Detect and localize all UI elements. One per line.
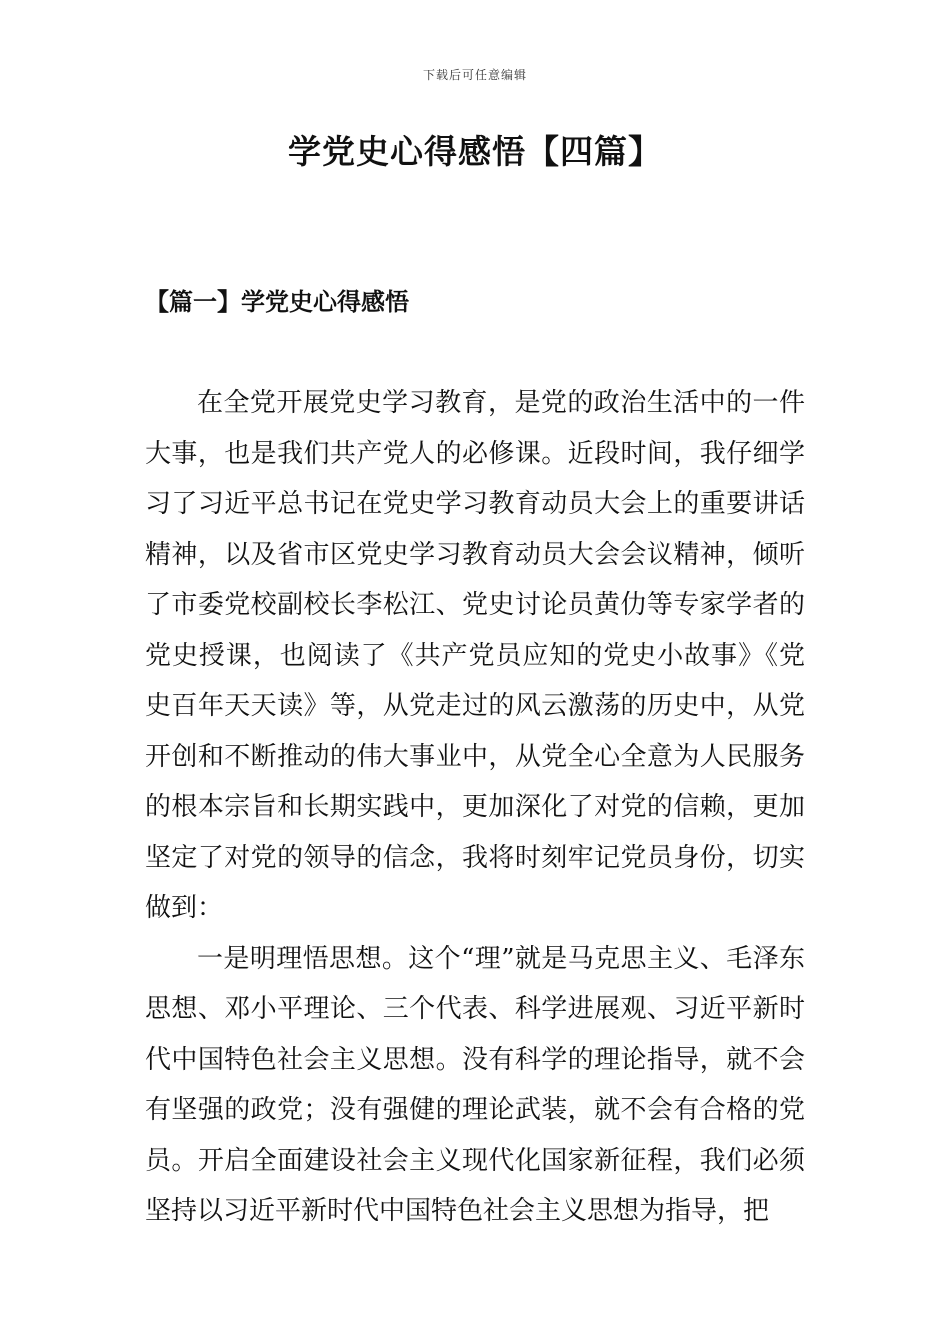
body-text: [145, 378, 805, 1237]
document-title: 学党史心得感悟【四篇】: [288, 132, 662, 171]
paragraph-2: 一是明理悟思想。这个“理”就是马克思主义、毛泽东思想、邓小平理论、三个代表、科学进展观、习近平新时代中国特色社会主义思想。没有科学的理论指导，就不会有坚强的政党；没有强健的理论武装，就不会有合格的党员。开启全面建设社会主义现代化国家新征程，我们必须坚持以习近平新时代中国特色社会主义思想为指导，把: [145, 943, 805, 1226]
section-heading: 【篇一】学党史心得感悟: [145, 287, 409, 316]
paragraph-1: 在全党开展党史学习教育，是党的政治生活中的一件大事，也是我们共产党人的必修课。近段时间，我仔细学习了习近平总书记在党史学习教育动员大会上的重要讲话精神，以及省市区党史学习教育动员大会会议精神，倾听了市委党校副校长李松江、党史讨论员黄仂等专家学者的党史授课，也阅读了《共产党员应知的党史小故事》《党史百年天天读》等，从党走过的风云激荡的历史中，从党开创和不断推动的伟大事业中，从党全心全意为人民服务的根本宗旨和长期实践中，更加深化了对党的信赖，更加坚定了对党的领导的信念，我将时刻牢记党员身份，切实做到：: [145, 388, 805, 923]
header-note: 下载后可任意编辑: [422, 68, 527, 82]
